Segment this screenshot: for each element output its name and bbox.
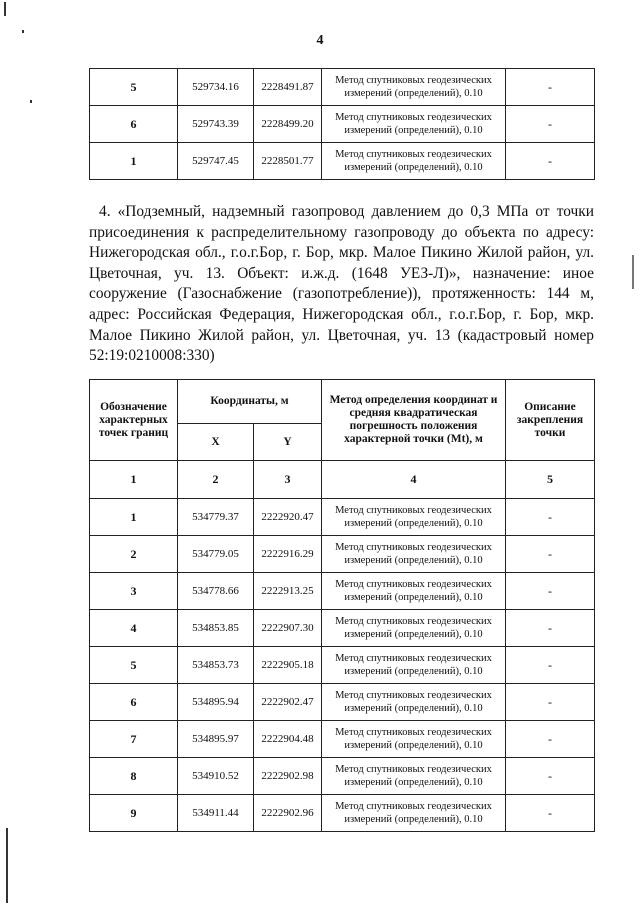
header-designation: Обозначение характерных точек границ: [90, 380, 178, 461]
coord-x: 534853.73: [178, 647, 254, 684]
coord-x: 529743.39: [178, 106, 254, 143]
point-label: 2: [90, 536, 178, 573]
coord-x: 529734.16: [178, 69, 254, 106]
point-label: 3: [90, 573, 178, 610]
page-number: 4: [316, 33, 324, 48]
description-cell: -: [506, 106, 595, 143]
column-index: 3: [254, 461, 322, 499]
coord-x: 534911.44: [178, 795, 254, 832]
coord-x: 534910.52: [178, 758, 254, 795]
column-index: 1: [90, 461, 178, 499]
coord-x: 529747.45: [178, 143, 254, 180]
coord-y: 2222902.98: [254, 758, 322, 795]
description-cell: -: [506, 610, 595, 647]
description-cell: -: [506, 758, 595, 795]
method-cell: Метод спутниковых геодезических измерений (определений), 0.10: [322, 758, 506, 795]
point-label: 6: [90, 106, 178, 143]
coord-x: 534779.05: [178, 536, 254, 573]
header-description: Описание закрепления точки: [506, 380, 595, 461]
description-cell: -: [506, 647, 595, 684]
description-cell: -: [506, 684, 595, 721]
method-cell: Метод спутниковых геодезических измерений (определений), 0.10: [322, 721, 506, 758]
scan-mark: [6, 828, 8, 903]
column-index: 2: [178, 461, 254, 499]
table-row: [90, 536, 595, 573]
method-cell: Метод спутниковых геодезических измерений (определений), 0.10: [322, 795, 506, 832]
table-row: [90, 684, 595, 721]
method-cell: Метод спутниковых геодезических измерений (определений), 0.10: [322, 573, 506, 610]
table-row: [90, 69, 595, 106]
coord-y: 2228499.20: [254, 106, 322, 143]
coord-x: 534895.97: [178, 721, 254, 758]
description-cell: -: [506, 499, 595, 536]
coord-y: 2222904.48: [254, 721, 322, 758]
point-label: 8: [90, 758, 178, 795]
point-label: 5: [90, 647, 178, 684]
scan-mark: [30, 100, 32, 103]
scan-mark: [632, 255, 634, 289]
method-cell: Метод спутниковых геодезических измерений (определений), 0.10: [322, 610, 506, 647]
method-cell: Метод спутниковых геодезических измерений (определений), 0.10: [322, 69, 506, 106]
column-index-row: [90, 461, 595, 499]
description-cell: -: [506, 69, 595, 106]
column-index: 4: [322, 461, 506, 499]
point-label: 4: [90, 610, 178, 647]
table-row: [90, 647, 595, 684]
point-label: 9: [90, 795, 178, 832]
point-label: 6: [90, 684, 178, 721]
scan-mark: [22, 30, 24, 33]
coord-x: 534779.37: [178, 499, 254, 536]
method-cell: Метод спутниковых геодезических измерений (определений), 0.10: [322, 106, 506, 143]
coord-y: 2222902.47: [254, 684, 322, 721]
header-method: Метод определения координат и средняя квадратическая погрешность положения характерной точки (Mt), м: [322, 380, 506, 461]
coord-y: 2222905.18: [254, 647, 322, 684]
method-cell: Метод спутниковых геодезических измерений (определений), 0.10: [322, 499, 506, 536]
method-cell: Метод спутниковых геодезических измерений (определений), 0.10: [322, 647, 506, 684]
coord-y: 2222920.47: [254, 499, 322, 536]
coord-y: 2228501.77: [254, 143, 322, 180]
table-row: [90, 758, 595, 795]
scan-mark: [4, 2, 6, 16]
description-cell: -: [506, 721, 595, 758]
coordinates-table: [89, 379, 595, 832]
description-cell: -: [506, 536, 595, 573]
header-coordinates: Координаты, м: [178, 380, 322, 424]
point-label: 1: [90, 499, 178, 536]
coord-y: 2228491.87: [254, 69, 322, 106]
table-row: [90, 610, 595, 647]
method-cell: Метод спутниковых геодезических измерений (определений), 0.10: [322, 684, 506, 721]
point-label: 5: [90, 69, 178, 106]
point-label: 1: [90, 143, 178, 180]
table-row: [90, 499, 595, 536]
method-cell: Метод спутниковых геодезических измерений (определений), 0.10: [322, 143, 506, 180]
object-description-paragraph: 4. «Подземный, надземный газопровод давлением до 0,3 МПа от точки присоединения к распределительному газопроводу до объекта по адресу: Нижегородская обл., г.о.г.Бор, г. Бор, мкр. Малое Пикино Жилой район, ул. Цветочная, уч. 13. Объект: и.ж.д. (1648 УЕЗ-Л)», назначение: иное сооружение (Газоснабжение (газопотребление)), протяженность: 144 м, адрес: Российская Федерация, Нижегородская обл., г.о.г.Бор, г. Бор, мкр. Малое Пикино Жилой район, ул. Цветочная, уч. 13 (кадастровый номер 52:19:0210008:330): [89, 203, 594, 365]
table-row: [90, 721, 595, 758]
table-row: [90, 795, 595, 832]
coordinates-table-continued: [89, 68, 595, 180]
method-cell: Метод спутниковых геодезических измерений (определений), 0.10: [322, 536, 506, 573]
description-cell: -: [506, 573, 595, 610]
header-x: X: [178, 424, 254, 461]
description-cell: -: [506, 795, 595, 832]
coord-y: 2222913.25: [254, 573, 322, 610]
table-row: [90, 106, 595, 143]
column-index: 5: [506, 461, 595, 499]
table-row: [90, 143, 595, 180]
point-label: 7: [90, 721, 178, 758]
coord-y: 2222916.29: [254, 536, 322, 573]
coord-x: 534778.66: [178, 573, 254, 610]
coord-y: 2222907.30: [254, 610, 322, 647]
table-row: [90, 573, 595, 610]
header-y: Y: [254, 424, 322, 461]
coord-x: 534853.85: [178, 610, 254, 647]
description-cell: -: [506, 143, 595, 180]
coord-x: 534895.94: [178, 684, 254, 721]
coord-y: 2222902.96: [254, 795, 322, 832]
